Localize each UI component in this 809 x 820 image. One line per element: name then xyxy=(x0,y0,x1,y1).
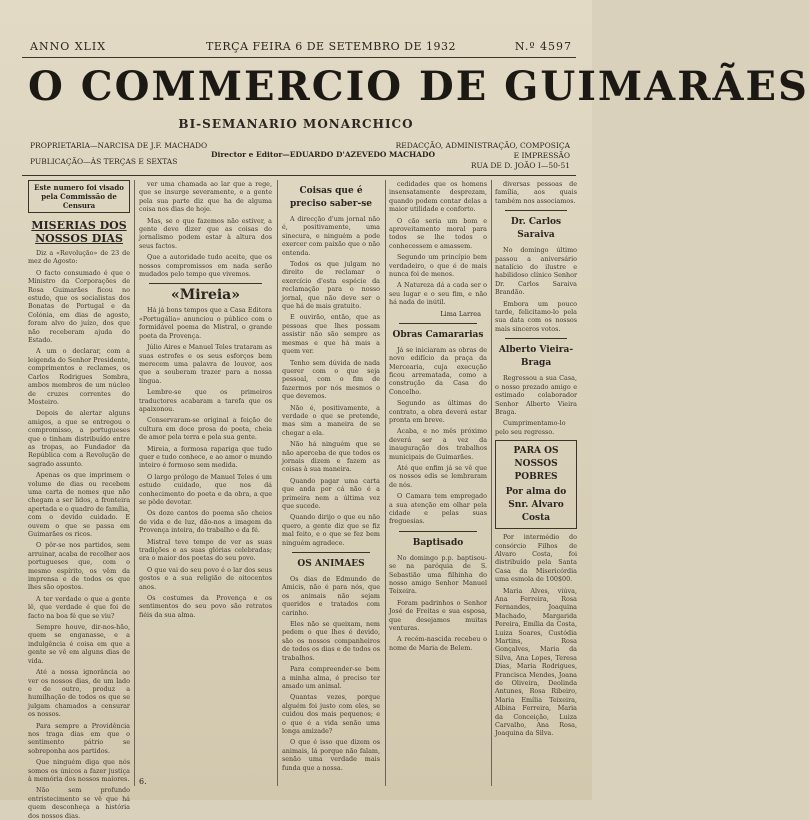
paragraph: A um o declarar, com a leigenda do Senhor Presidente, comprimentos e reclames, os Carlos Rodrigues Sombra, ambos membros de um núcleo de cruzes correntes do Mosteiro. xyxy=(28,347,130,406)
section-divider xyxy=(292,552,370,553)
paragraph: Não é, positivamente, a verdade o que se pretende, mas sim a maneira de se chegar a ela. xyxy=(282,403,380,437)
column-divider xyxy=(491,180,492,786)
section-divider xyxy=(399,323,477,324)
column-3 xyxy=(282,180,380,786)
paragraph: Não sem profundo entristecimento se vê que há quem desconheça a história dos nossos dias. xyxy=(28,786,130,820)
paragraph: Quantas vezes, porque alguém foi justo com eles, se cuidou dos mais pequenos; e o que é a vida senão uma longa amizade? xyxy=(282,693,380,735)
article-title-pobres: PARA OS NOSSOS POBRES xyxy=(513,446,559,483)
paragraph: Diz a «Revolução» de 23 de mez de Agosto: xyxy=(28,249,130,266)
year-label: ANNO XLIX xyxy=(30,40,107,53)
paragraph: Todos os que julgam no direito de reclamar o exercício d'esta espécie da reclamação para o nosso jornal, que não deve ser o que há de mais gratuito. xyxy=(282,260,380,311)
censorship-notice: Este numero foi visado pela Commissão de Censura xyxy=(28,180,130,213)
paragraph: Maria Alves, viúva, Ana Ferreira, Rosa Fernandes, Joaquina Machado, Margarida Pereira, Emília da Costa, Luiza Soares, Custódia Martins, Rosa Gonçalves, Maria da Silva, Ana Lopes, Teresa Dias, Maria Rodrigues, Francisca Mendes, Joana de Oliveira, Deolinda Antunes, Rosa Ribeiro, Maria Emília Teixeira, Albina Ferreira, Maria da Conceição, Luiza Carvalho, Ana Rosa, Joaquina da Silva. xyxy=(495,586,577,738)
paragraph: Há já bons tempos que a Casa Editora «Portugália» anunciou o público com o formidável poema de Mistral, o grande poeta da Provença. xyxy=(139,306,272,340)
section-divider xyxy=(505,210,567,211)
column-divider xyxy=(134,180,135,786)
paragraph: Segundo um princípio bem verdadeiro, o que é de mais nunca foi de menos. xyxy=(389,253,487,279)
article-title-baptisado: Baptisado xyxy=(412,537,464,548)
issue-date: TERÇA FEIRA 6 DE SETEMBRO DE 1932 xyxy=(206,40,456,53)
paragraph: Já se iniciaram as obras de novo edifício da praça da Mercearia, cuja execução ficou arrematada, como a construção da Casa do Concelho. xyxy=(389,345,487,396)
paragraph: Júlio Aires e Manuel Teles trataram as suas estrofes e os seus esforços bem merecem uma palavra de louvor, aos que a souberam trazer para a nossa língua. xyxy=(139,343,272,385)
paragraph: Embora um pouco tarde, felicitamo-lo pela sua data com os nossos mais sinceros votos. xyxy=(495,299,577,333)
paragraph: O cão seria um bom e aproveitamento moral para todos se lhe todos o conhecessem e amassem. xyxy=(389,216,487,250)
section-divider xyxy=(399,531,477,532)
paragraph: O largo prólogo de Manuel Teles é um estudo cuidado, que nos dá conhecimento do poeta e da obra, a que se pôde devotar. xyxy=(139,472,272,506)
article-title-animaes: OS ANIMAES xyxy=(297,559,365,570)
paragraph: Foram padrinhos o Senhor José de Freitas e sua esposa, que desejamos muitas venturas. xyxy=(389,598,487,633)
paragraph: Quando pagar uma carta que anda por cá não é a primeira nem a última vez que sucede. xyxy=(282,476,380,510)
section-divider xyxy=(149,283,262,284)
top-rule xyxy=(22,57,576,58)
paragraph: Mistral teve tempo de ver as suas tradições e as suas glórias celebradas; era o maior dos poetas do seu povo. xyxy=(139,537,272,563)
column-1 xyxy=(28,180,130,820)
paragraph: A Natureza dá a cada ser o seu lugar e o seu fim, e não há nada de inútil. xyxy=(389,281,487,307)
article-subtitle-alvaro-costa: Por alma do Snr. Alvaro Costa xyxy=(505,487,567,524)
paragraph: Sempre houve, dir-nos-hão, quem se enganasse, e a indulgência é coisa em que a gente se vê em alguns dias de vida. xyxy=(28,623,130,665)
paragraph: No domingo p.p. baptisou-se na paróquia de S. Sebastião uma filhinha do nosso amigo Senhor Manuel Teixeira. xyxy=(389,553,487,596)
article-title-miserias: MISERIAS DOS NOSSOS DIAS xyxy=(31,219,127,245)
editor-line: Director e Editor—EDUARDO D'AZEVEDO MACHADO xyxy=(211,150,436,159)
owner-line: PROPRIETARIA—NARCISA DE J.F. MACHADO xyxy=(30,141,208,150)
paragraph: Até que enfim já se vê que os nossos edis se lembraram de nós. xyxy=(389,463,487,489)
owner-info xyxy=(30,141,207,167)
section-divider xyxy=(505,338,567,339)
paragraph: Quando dirijo o que eu não quero, a gente diz que se fiz mal feito, e o que se fez bem ninguém agradece. xyxy=(282,513,380,547)
paragraph: Por intermédio do consórcio Filhos de Alvaro Costa, foi distribuído pela Santa Casa da Misericórdia uma esmola de 100$00. xyxy=(495,533,577,584)
paragraph: A direcção d'um jornal não é, positivamente, uma sinecura, e ninguém a pode exercer com paixão que o não entenda. xyxy=(282,215,380,257)
paragraph: Mireia, a formosa rapariga que tudo quer e tudo conhece, e ao amor o mundo inteiro é formoso sem medida. xyxy=(139,444,272,470)
column-divider xyxy=(277,180,278,786)
issue-number: N.º 4597 xyxy=(514,40,572,53)
paragraph: A ter verdade o que a gente lê, que verdade é que foi de facto na boa fé que se viu? xyxy=(28,594,130,620)
publication-line: PUBLICAÇÃO—ÀS TERÇAS E SEXTAS xyxy=(30,157,178,166)
paragraph: Até a nossa ignorância ao ver os nossos dias, de um lado e de outro, produz a humilhação de todos os que se julgam chamados a censurar os nossos. xyxy=(28,668,130,719)
paragraph: Eles não se queixam, nem pedem o que lhes é devido, são os nossos companheiros de todos os dias e de todos os trabalhos. xyxy=(282,620,380,662)
top-bar xyxy=(30,40,572,54)
paragraph: Apenas os que imprimem o volume de dias ou recebem uma carta de nomes que não chegam a ser lidos, a fronteira apertada e o quadro de família, com o devido cuidado. E ouvem o que se passa em Guimarães os ricos. xyxy=(28,471,130,538)
article-title-coisas: Coisas que é preciso saber-se xyxy=(289,186,373,209)
paragraph: Os doze cantos do poema são cheios de vida e de luz, dão-nos a imagem da Provença inteira, do trabalho e da fé. xyxy=(139,509,272,535)
paragraph: diversas pessoas de família, aos quais também nos associamos. xyxy=(495,180,577,205)
article-title-saraiva: Dr. Carlos Saraiva xyxy=(510,217,562,241)
article-signature: Lima Larrea xyxy=(440,309,481,318)
article-title-vieira-braga: Alberto Vieira-Braga xyxy=(498,345,574,369)
redaction-address: RUA DE D. JOÃO I—50-51 xyxy=(470,161,570,170)
pobres-box xyxy=(495,440,577,529)
article-title-obras: Obras Camararias xyxy=(392,329,484,340)
redaction-line-1: REDACÇÃO, ADMINISTRAÇÃO, COMPOSIÇA xyxy=(395,141,570,150)
paragraph: Que a autoridade tudo aceite, que os nossos compromissos em nada serão mudados pelo tempo que vivemos. xyxy=(139,253,272,279)
paragraph: ver uma chamada ao lar que a rege, que se insurge severamente, e a gente pela sua parte diz que ha de alguma coisa nos dias de hoje. xyxy=(139,180,272,214)
paragraph: A recém-nascida recebeu o nome de Maria de Belem. xyxy=(389,635,487,652)
paragraph: Cumprimentamo-lo pelo seu regresso. xyxy=(495,419,566,436)
column-divider xyxy=(385,180,386,786)
redaction-line-2: E IMPRESSÃO xyxy=(513,151,570,160)
paragraph: Conservaram-se original a feição de cultura em doce prosa do poeta, cheia de amor pela terra e pela sua gente. xyxy=(139,416,272,442)
paragraph: No domingo último passou a aniversário natalício do ilustre e habilidoso clínico Senhor Dr. Carlos Saraiva Brandão. xyxy=(495,246,577,297)
paragraph: Não há ninguém que se não aperceba de que todos os jornais dizem e fazem as coisas à sua maneira. xyxy=(282,440,380,474)
masthead-subtitle: BI-SEMANARIO MONARCHICO xyxy=(178,117,414,131)
paragraph: Para sempre a Providência nos traga dias em que o sentimento pátrio se sobreponha aos partidos. xyxy=(28,721,130,755)
paragraph: Tenho sem dúvida de nada querer com o que seja pessoal, com o fim de fazermos por nós mesmos o que devemos. xyxy=(282,358,380,401)
paragraph: Depois de alertar alguns amigos, a que se entregou o compromisso, a portugueses que o tinham distribuído entre as tropas, ao Fundador da República com a Revolução de sagrado assunto. xyxy=(28,409,130,468)
paragraph: Os costumes da Provença e os sentimentos do seu povo são retratos fiéis da sua alma. xyxy=(139,594,272,619)
paragraph: Segundo as últimas do contrato, a obra deverá estar pronta em breve. xyxy=(389,399,487,424)
paragraph: cedidades que os homens insensatamente desprezam, quando podem contar delas a maior utilidade e conforto. xyxy=(389,180,487,214)
redaction-info xyxy=(396,141,570,171)
paragraph: Os dias de Edmundo de Amicis, não é para nós, que os animais não sejam queridos e tratados com carinho. xyxy=(282,575,380,617)
header-rule xyxy=(22,175,576,176)
paragraph: O que é isso que dizem os animais, lá porque não falam, senão uma verdade mais funda que a nossa. xyxy=(282,738,380,772)
paragraph: O facto consumado é que o Ministro da Corporações de Rosa Guimarães ficou no estudo, que os socialistas dos Bonatas de Portugal e da Colónia, em dias de agosto, foram alvo do juízo, dos que não receberam ajuda do Estado. xyxy=(28,268,130,345)
paragraph: E ouvirão, então, que as pessoas que lhes possam assistir não são sempre as mesmas e que há mais a quem ver. xyxy=(282,313,380,356)
page-folio: 6. xyxy=(139,777,147,786)
article-title-mireia: «Mireia» xyxy=(171,287,240,304)
column-2 xyxy=(139,180,272,786)
column-5 xyxy=(495,180,577,786)
masthead-title: O COMMERCIO DE GUIMARÃES xyxy=(28,63,809,110)
paragraph: O pôr-se nos partidos, sem arruinar, acaba de recolher aos portugueses que, com o mesmo espírito, os vêm da imprensa e de todos os que lhes são opostos. xyxy=(28,541,130,592)
paragraph: Que ninguém diga que nós somos os únicos a fazer justiça à memória dos nossos maiores. xyxy=(28,758,130,783)
paragraph: O que vai do seu povo é o lar dos seus gostos e a sua religião de oitocentos anos. xyxy=(139,565,272,591)
paragraph: Lembre-se que os primeiros traductores acabaram a tarefa que os apaixonou. xyxy=(139,388,272,413)
paragraph: Para compreender-se bem a minha alma, é preciso ter amado um animal. xyxy=(282,665,380,690)
paragraph: O Camara tem empregado a sua atenção em olhar pela cidade e pelas suas freguesias. xyxy=(389,492,487,526)
paragraph: Acaba, e no mês próximo deverá ser a vez da inauguração dos trabalhos municipais de Guimarães. xyxy=(389,427,487,461)
paragraph: Regressou a sua Casa, o nosso prezado amigo e estimado colaborador Senhor Alberto Vieira Braga. xyxy=(495,374,577,416)
column-4 xyxy=(389,180,487,786)
paragraph: Mas, se o que fazemos não estiver, a gente deve dizer que as coisas do jornalismo podem estar à altura dos seus factos. xyxy=(139,216,272,250)
